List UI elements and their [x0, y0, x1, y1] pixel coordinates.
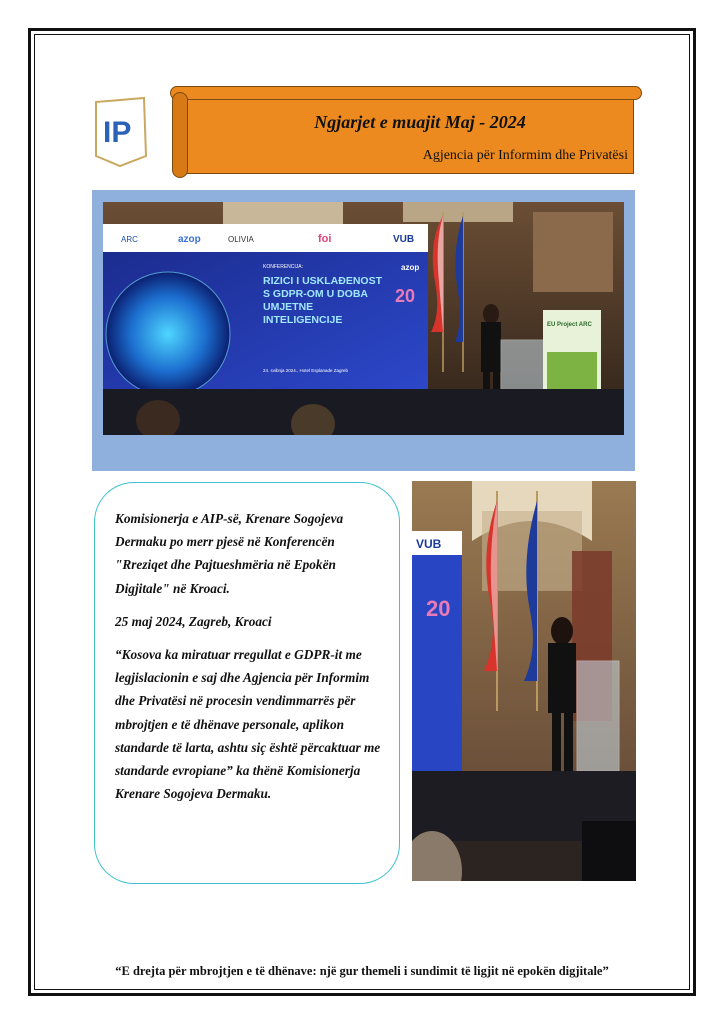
sponsor-logo: foi — [318, 233, 332, 245]
banner-scroll-left — [172, 92, 188, 178]
screen-anniversary: 20 — [395, 286, 416, 306]
screen-label: KONFERENCIJA: — [263, 264, 304, 270]
sponsor-logo: ARC — [121, 235, 138, 244]
screen-title: INTELIGENCIJE — [263, 314, 343, 326]
screen-title: RIZICI I USKLAĐENOST — [263, 275, 383, 287]
screen-azop: azop — [401, 263, 420, 272]
eu-project-banner: EU Project ARC — [547, 322, 592, 328]
vub-logo: VUB — [416, 537, 442, 551]
article-lead: Komisionerja e AIP-së, Krenare Sogojeva Dermaku po merr pjesë në Konferencën "Rreziqet dhe Pajtueshmëria në Epokën Digjitale" në Kroaci. — [115, 511, 344, 596]
sponsor-logo: azop — [178, 234, 201, 245]
agency-logo — [92, 96, 148, 168]
header-banner — [170, 86, 642, 178]
footer-motto: “E drejta për mbrojtjen e të dhënave: një gur themeli i sundimit të ligjit në epokën digjitale” — [115, 964, 609, 978]
screen-date: 24. svibnja 2024., Hotel Esplanade Zagreb — [263, 368, 349, 373]
agency-name: Agjencia për Informim dhe Privatësi — [422, 148, 628, 163]
screen-title: S GDPR-OM U DOBA — [263, 288, 368, 300]
screen-title: UMJETNE — [263, 301, 314, 313]
article-quote: “Kosova ka miratuar rregullat e GDPR-it me legjislacionin e saj dhe Agjencia për Informim dhe Privatësi në procesin vendimmarrës për mbrojtjen e të dhënave personale, aplikon standarde të larta, ashtu siç është përcaktuar me standarde evropiane” ka thënë Komisionerja Krenare Sogojeva Dermaku. — [115, 647, 381, 802]
page-title: Ngjarjet e muajit Maj - 2024 — [314, 112, 526, 132]
speaker-podium-photo — [412, 481, 636, 881]
sponsor-logo: OLIVIA — [228, 235, 254, 244]
screen-anniversary: 20 — [426, 596, 451, 621]
banner-scroll-top — [170, 86, 642, 100]
conference-stage-photo — [103, 202, 624, 435]
sponsor-logo: VUB — [393, 234, 415, 245]
article-text-box — [94, 482, 400, 884]
article-dateline: 25 maj 2024, Zagreb, Kroaci — [115, 613, 272, 629]
conference-photo-frame — [92, 190, 635, 471]
logo-text: IP — [103, 116, 132, 149]
